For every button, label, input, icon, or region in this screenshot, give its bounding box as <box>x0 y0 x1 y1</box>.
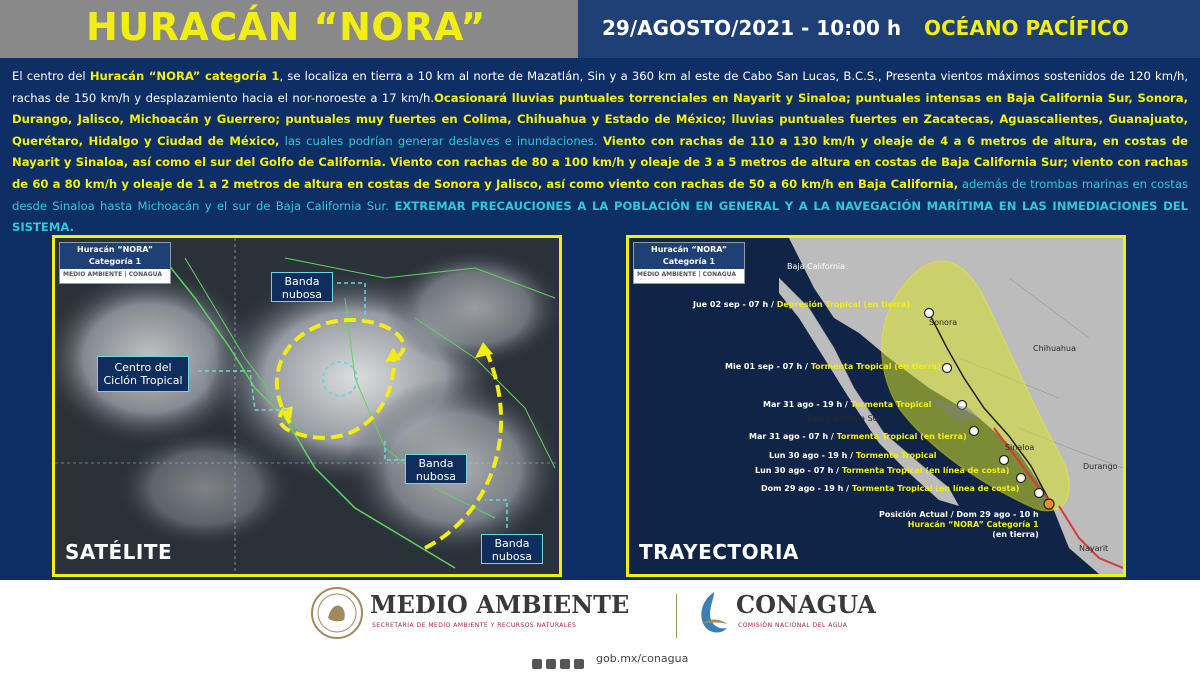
trajectory-legend <box>633 242 745 284</box>
ocean-name: OCÉANO PACÍFICO <box>924 16 1129 40</box>
place-sinaloa: Sinaloa <box>1005 443 1035 452</box>
page-title: HURACÁN “NORA” <box>86 5 486 49</box>
conagua-logo-icon <box>694 588 732 638</box>
forecast-time: Jue 02 sep - 07 h / <box>693 300 774 309</box>
bulletin-waterspout-warning: además de trombas marinas en costas desde Sinaloa hasta Michoacán y el sur de Baja California Sur. <box>12 176 1188 213</box>
bulletin-date: 29/AGOSTO/2021 - 10:00 h <box>602 16 902 40</box>
legend-storm-name: Huracán “NORA” <box>651 245 727 254</box>
forecast-time: Mar 31 ago - 19 h / <box>763 400 848 409</box>
forecast-time: Dom 29 ago - 19 h / <box>761 484 850 493</box>
medio-ambiente-subtitle: SECRETARÍA DE MEDIO AMBIENTE Y RECURSOS NATURALES <box>372 622 577 629</box>
conagua-subtitle: COMISIÓN NACIONAL DEL AGUA <box>738 622 848 629</box>
forecast-time: Lun 30 ago - 19 h / <box>769 451 854 460</box>
trajectory-panel <box>626 235 1126 577</box>
forecast-point-4 <box>749 432 967 441</box>
bulletin-segment: El centro del <box>12 69 90 83</box>
forecast-time: Lun 30 ago - 07 h / <box>755 466 840 475</box>
legend-header <box>60 243 170 269</box>
forecast-point-5 <box>769 451 937 460</box>
forecast-point-7 <box>761 484 1019 493</box>
social-icons <box>532 653 588 667</box>
national-seal-icon <box>310 586 364 640</box>
satellite-label: SATÉLITE <box>65 540 173 564</box>
bulletin-precaution: EXTREMAR PRECAUCIONES A LA POBLACIÓN EN GENERAL Y A LA NAVEGACIÓN MARÍTIMA EN LAS INMEDIACIONES DEL SISTEMA. <box>12 198 1188 235</box>
bulletin-landslide-warning: las cuales podrían generar deslaves e inundaciones. <box>279 133 598 148</box>
forecast-state: Tormenta Tropical <box>850 400 932 409</box>
legend-logo-conagua: CONAGUA <box>128 271 163 278</box>
place-sonora: Sonora <box>929 318 958 327</box>
twitter-icon[interactable] <box>546 659 556 669</box>
trajectory-label: TRAYECTORIA <box>639 540 799 564</box>
current-position-storm: Huracán “NORA” Categoría 1 <box>907 520 1039 529</box>
current-position <box>879 510 1039 540</box>
legend-header <box>634 243 744 269</box>
satellite-panel <box>52 235 562 577</box>
place-bcs: Baja California Sur <box>807 414 882 423</box>
satellite-legend <box>59 242 171 284</box>
forecast-time: Mar 31 ago - 07 h / <box>749 432 834 441</box>
legend-category: Categoría 1 <box>88 257 142 266</box>
forecast-state: Tormenta Tropical (en línea de costa) <box>841 466 1010 475</box>
legend-logo-ma: MEDIO AMBIENTE <box>637 271 697 278</box>
bulletin-segment: , se localiza en tierra a 10 km al norte de Mazatlán, Sin y a 360 km al este de Cabo San Lucas, B.C.S., Presenta vientos máximos sostenidos de 120 km/h, rachas de 150 km/h y desplazamiento hacia el nor-noroeste a 17 km/h. <box>12 69 1189 105</box>
bulletin-storm-name: Huracán “NORA” categoría 1 <box>89 69 280 83</box>
medio-ambiente-logo: MEDIO AMBIENTE <box>370 590 630 619</box>
place-chihuahua: Chihuahua <box>1033 344 1076 353</box>
footer-divider <box>676 594 677 638</box>
header-bar <box>0 0 1200 58</box>
current-position-time: Posición Actual / Dom 29 ago - 10 h <box>879 510 1039 519</box>
title-box <box>0 0 578 58</box>
legend-logos: MEDIO AMBIENTE | CONAGUA <box>637 271 737 278</box>
forecast-state: Tormenta Tropical <box>855 451 937 460</box>
forecast-state: Tormenta Tropical (en tierra) <box>810 362 941 371</box>
facebook-icon[interactable] <box>532 659 542 669</box>
legend-category: Categoría 1 <box>662 257 716 266</box>
bulletin-rain-forecast: Ocasionará lluvias puntuales torrenciales en Nayarit y Sinaloa; puntuales intensas en Baja California Sur, Sonora, Durango, Jalisco, Michoacán y Guerrero; puntuales muy fuertes en Colima, Chihuahua y Estado de México; lluvias puntuales fuertes en Zacatecas, Aguascalientes, Guanajuato, Querétaro, Hidalgo y Ciudad de México, <box>12 90 1188 148</box>
callout-cloud-band-1: Banda nubosa <box>271 272 333 302</box>
current-position-note: (en tierra) <box>992 530 1039 539</box>
youtube-icon[interactable] <box>574 659 584 669</box>
place-nayarit: Nayarit <box>1079 544 1109 553</box>
bulletin-text <box>12 66 1188 239</box>
callout-cloud-band-3: Banda nubosa <box>481 534 543 564</box>
legend-logo-conagua: CONAGUA <box>702 271 737 278</box>
legend-logo-ma: MEDIO AMBIENTE <box>63 271 123 278</box>
forecast-state: Tormenta Tropical (en línea de costa) <box>851 484 1020 493</box>
forecast-point-1 <box>693 300 910 309</box>
instagram-icon[interactable] <box>560 659 570 669</box>
website-link[interactable]: gob.mx/conagua <box>596 652 689 665</box>
forecast-point-3 <box>763 400 931 409</box>
callout-cyclone-center: Centro del Ciclón Tropical <box>97 356 189 392</box>
legend-logos: MEDIO AMBIENTE | CONAGUA <box>63 271 163 278</box>
forecast-state: Tormenta Tropical (en tierra) <box>836 432 967 441</box>
date-box <box>578 0 1200 58</box>
forecast-point-6 <box>755 466 1009 475</box>
legend-storm-name: Huracán “NORA” <box>77 245 153 254</box>
callout-cloud-band-2: Banda nubosa <box>405 454 467 484</box>
place-baja-california: Baja California <box>787 262 846 271</box>
footer <box>0 580 1200 675</box>
forecast-state: Depresión Tropical (en tierra) <box>776 300 911 309</box>
conagua-logo: CONAGUA <box>736 590 876 619</box>
forecast-time: Mie 01 sep - 07 h / <box>725 362 808 371</box>
place-durango: Durango <box>1083 462 1118 471</box>
forecast-point-2 <box>725 362 941 371</box>
bulletin-wind-forecast: Viento con rachas de 110 a 130 km/h y oleaje de 4 a 6 metros de altura, en costas de Nayarit y Sinaloa, así como el sur del Golfo de California. Viento con rachas de 80 a 100 km/h y oleaje de 3 a 5 metros de altura en costas de Baja California Sur; viento con rachas de 60 a 80 km/h y oleaje de 1 a 2 metros de altura en costas de Sonora y Jalisco, así como viento con rachas de 50 a 60 km/h en Baja California, <box>12 133 1189 191</box>
